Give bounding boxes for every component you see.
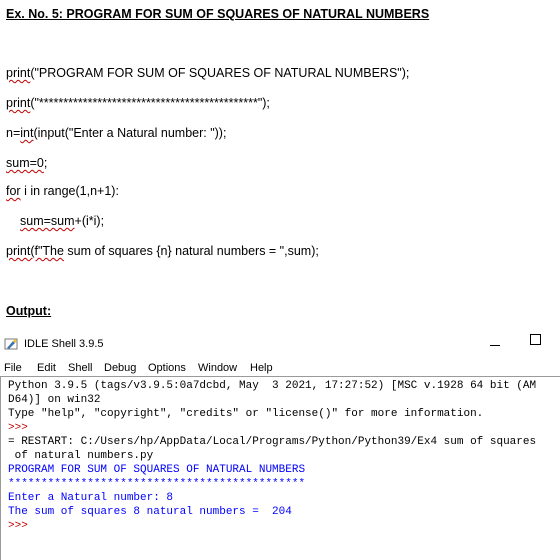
menu-bar bbox=[0, 360, 560, 376]
program-output-line: ********************************************* bbox=[8, 478, 306, 490]
program-output-line: Enter a Natural number: 8 bbox=[8, 492, 174, 504]
menu-file[interactable]: File bbox=[4, 362, 22, 374]
code-for-keyword: for bbox=[6, 184, 21, 198]
shell-output-area[interactable] bbox=[0, 376, 560, 560]
code-text: ("PROGRAM FOR SUM OF SQUARES OF NATURAL NUMBERS"); bbox=[30, 66, 410, 80]
program-output-line: The sum of squares 8 natural numbers = 204 bbox=[8, 506, 292, 518]
shell-prompt: >>> bbox=[8, 422, 28, 434]
code-text: n= bbox=[6, 126, 21, 140]
code-text: sum of squares {n} natural numbers = ",sum); bbox=[63, 244, 319, 258]
code-line-5 bbox=[6, 184, 119, 198]
code-line-6 bbox=[20, 214, 104, 228]
code-print-keyword: print(f"The bbox=[6, 244, 64, 258]
shell-line: of natural numbers.py bbox=[8, 450, 154, 462]
maximize-button[interactable] bbox=[530, 334, 541, 345]
code-line-1 bbox=[6, 66, 409, 80]
menu-shell[interactable]: Shell bbox=[68, 362, 93, 374]
menu-window[interactable]: Window bbox=[198, 362, 238, 374]
menu-options[interactable]: Options bbox=[148, 362, 186, 374]
program-output-line: PROGRAM FOR SUM OF SQUARES OF NATURAL NUMBERS bbox=[8, 464, 306, 476]
menu-edit[interactable]: Edit bbox=[37, 362, 56, 374]
code-line-3 bbox=[6, 126, 226, 140]
shell-line: = RESTART: C:/Users/hp/AppData/Local/Programs/Python/Python39/Ex4 sum of squares bbox=[8, 436, 537, 448]
shell-line: Type "help", "copyright", "credits" or "license()" for more information. bbox=[8, 408, 484, 420]
shell-line: D64)] on win32 bbox=[8, 394, 101, 406]
code-text: ("*********************************************"); bbox=[30, 96, 270, 110]
shell-line: Python 3.9.5 (tags/v3.9.5:0a7dcbd, May 3 2021, 17:27:52) [MSC v.1928 64 bit (AM bbox=[8, 380, 537, 392]
shell-prompt: >>> bbox=[8, 520, 28, 532]
code-line-7 bbox=[6, 244, 319, 258]
idle-shell-window bbox=[0, 330, 560, 560]
code-print-keyword: print bbox=[6, 96, 31, 110]
code-sum-update: sum=sum bbox=[20, 214, 75, 228]
code-text: i in range(1,n+1): bbox=[20, 184, 119, 198]
minimize-button[interactable] bbox=[488, 338, 502, 352]
code-print-keyword: print bbox=[6, 66, 31, 80]
output-label: Output: bbox=[6, 304, 52, 318]
code-line-2 bbox=[6, 96, 270, 110]
menu-debug[interactable]: Debug bbox=[104, 362, 137, 374]
code-text: +(i*i); bbox=[74, 214, 105, 228]
python-idle-icon bbox=[4, 337, 20, 351]
window-title: IDLE Shell 3.9.5 bbox=[24, 338, 104, 350]
title-bar bbox=[0, 330, 560, 358]
code-int-keyword: int bbox=[20, 126, 34, 140]
code-line-4 bbox=[6, 156, 47, 170]
code-text: (input("Enter a Natural number: ")); bbox=[33, 126, 227, 140]
code-sum-init: sum=0 bbox=[6, 156, 44, 170]
menu-help[interactable]: Help bbox=[250, 362, 273, 374]
code-text: ; bbox=[43, 156, 48, 170]
exercise-heading: Ex. No. 5: PROGRAM FOR SUM OF SQUARES OF NATURAL NUMBERS bbox=[6, 7, 430, 21]
